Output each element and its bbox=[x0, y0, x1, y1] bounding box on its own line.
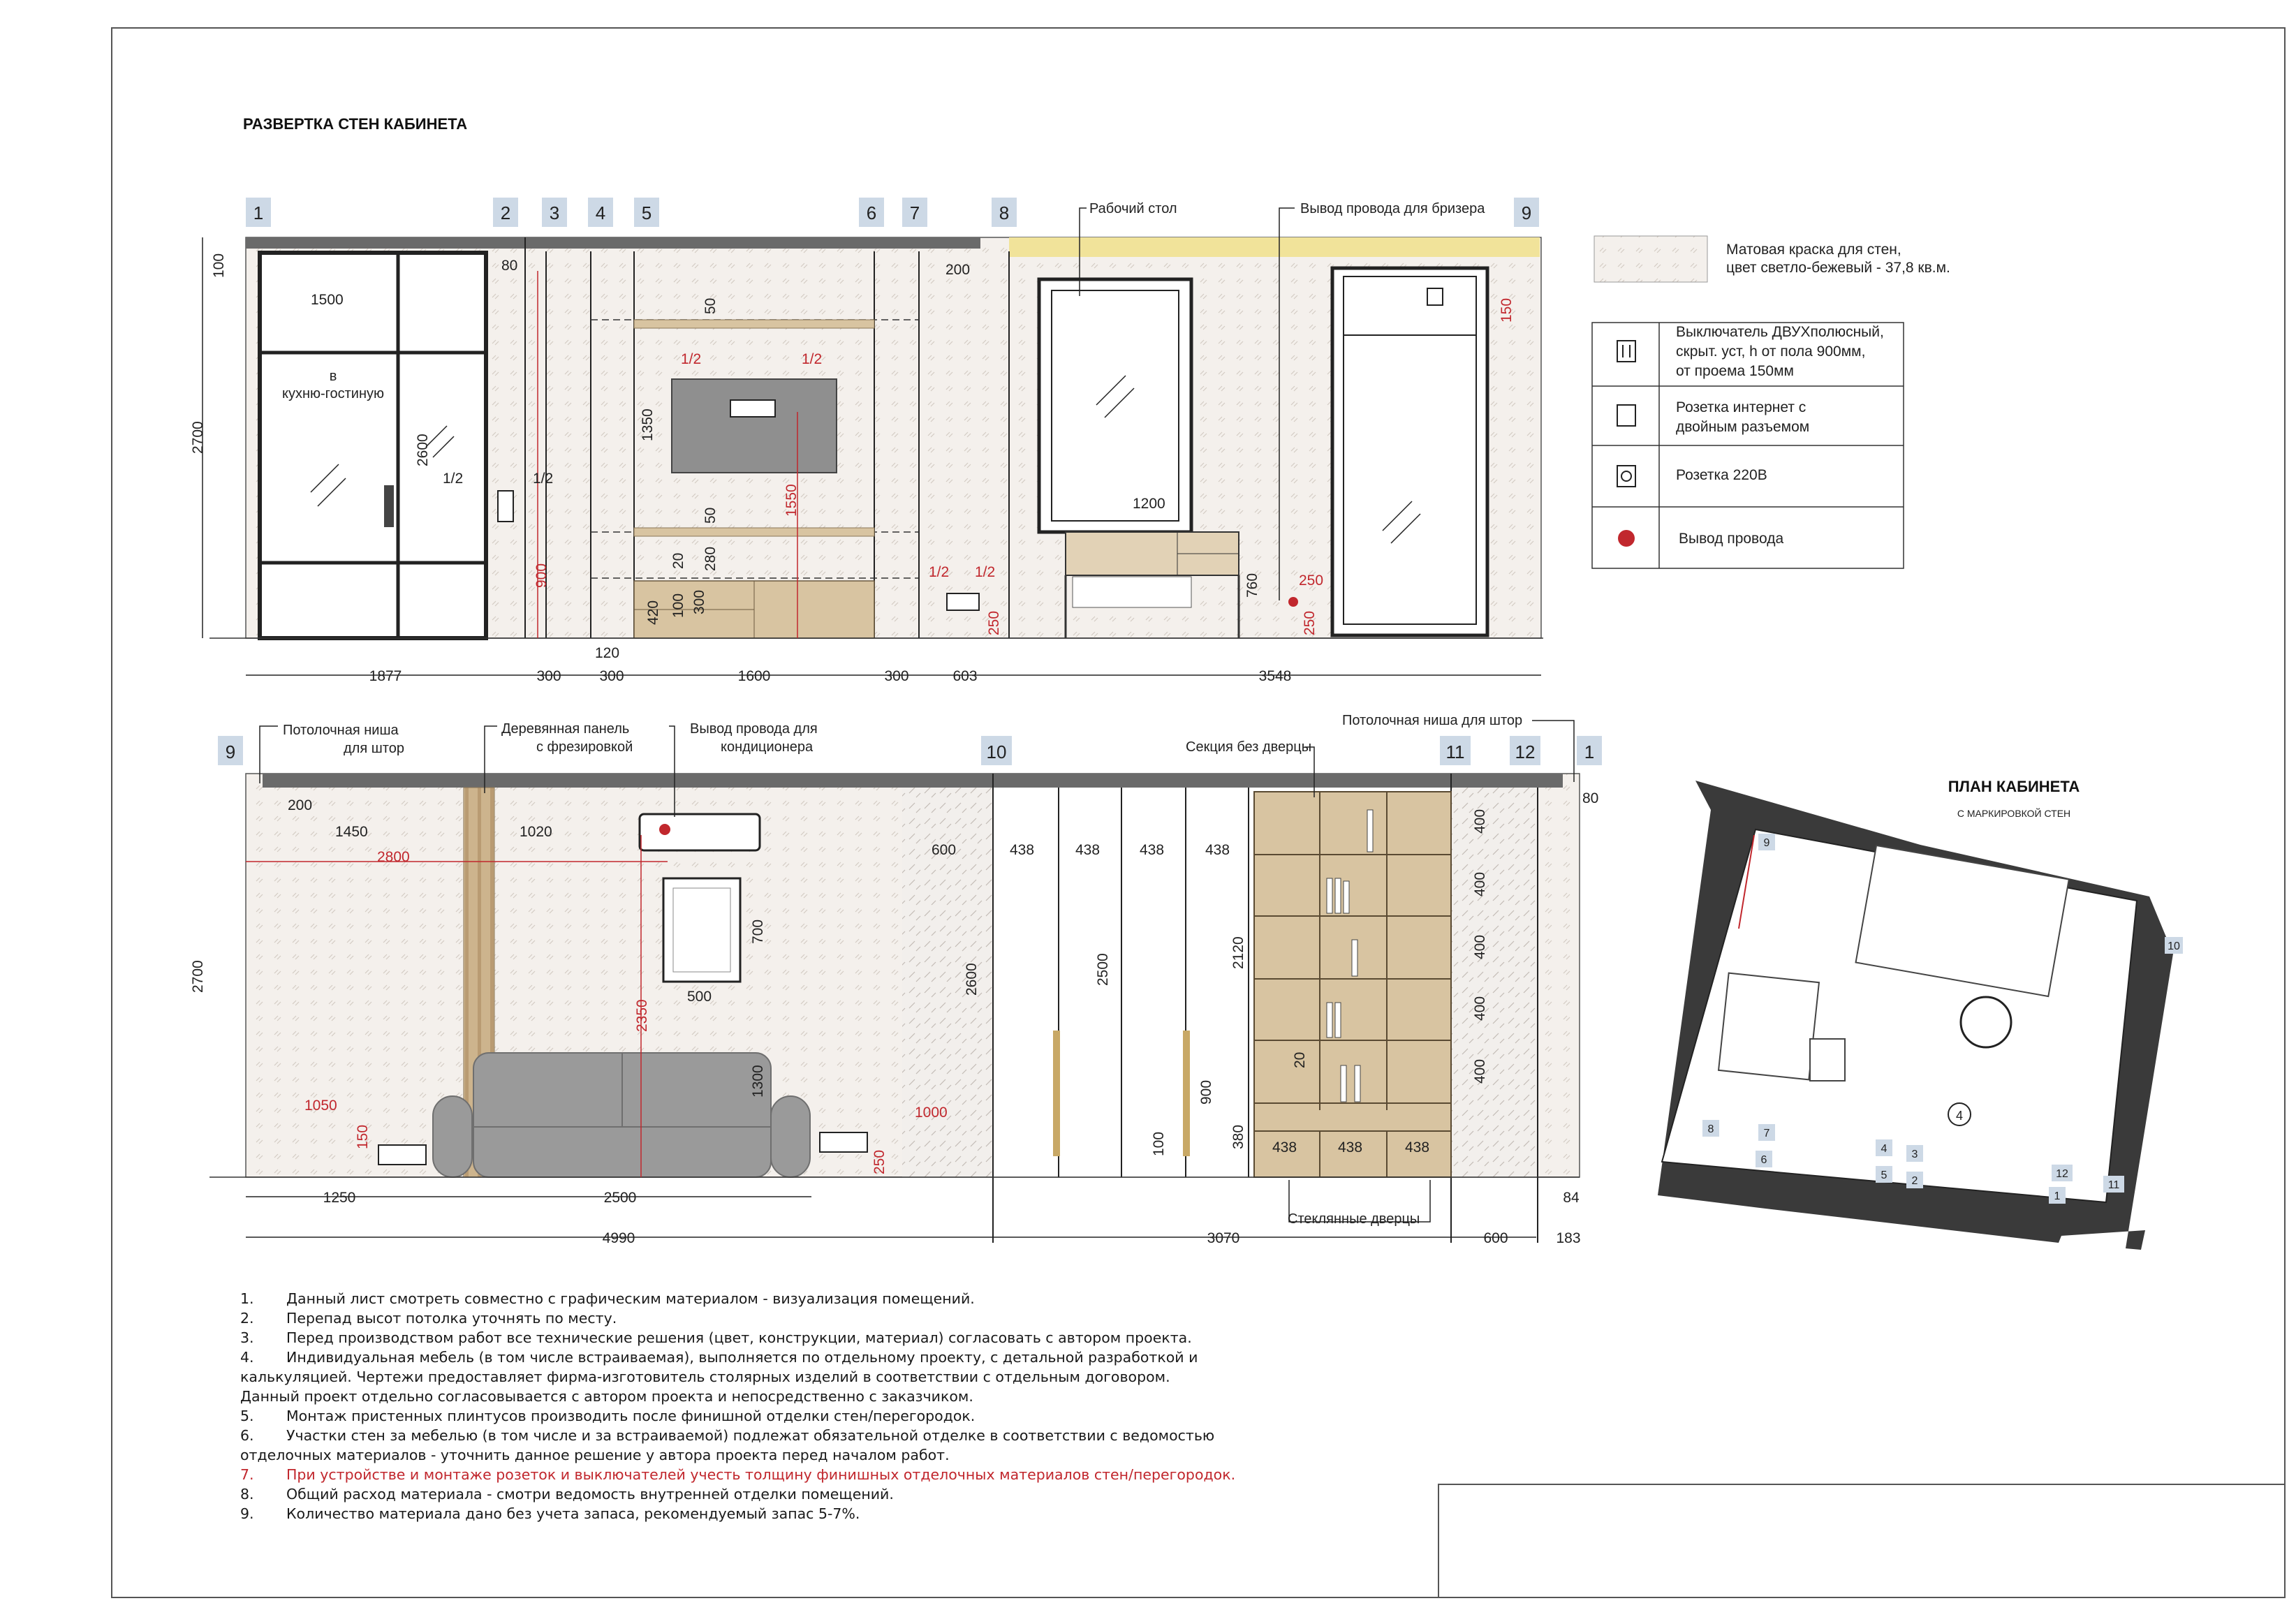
wire-outlet-dot-icon bbox=[1618, 530, 1635, 547]
svg-text:1500: 1500 bbox=[311, 292, 344, 308]
breezer-callout: Вывод провода для бризера bbox=[1300, 201, 1485, 216]
svg-text:438: 438 bbox=[1272, 1139, 1297, 1156]
svg-text:7: 7 bbox=[909, 202, 920, 223]
svg-text:400: 400 bbox=[1472, 934, 1488, 959]
svg-text:1000: 1000 bbox=[915, 1105, 948, 1121]
svg-text:8: 8 bbox=[1707, 1123, 1714, 1135]
svg-text:900: 900 bbox=[533, 563, 550, 588]
svg-text:2: 2 bbox=[1911, 1175, 1918, 1187]
svg-text:2: 2 bbox=[500, 202, 511, 223]
ac-callout-1: Вывод провода для bbox=[690, 721, 818, 737]
svg-text:1/2: 1/2 bbox=[929, 564, 950, 580]
svg-text:100: 100 bbox=[1151, 1131, 1167, 1156]
svg-text:3070: 3070 bbox=[1207, 1230, 1240, 1246]
tv-screen bbox=[672, 379, 837, 473]
svg-text:250: 250 bbox=[986, 610, 1002, 635]
svg-text:1/2: 1/2 bbox=[802, 351, 823, 367]
svg-text:438: 438 bbox=[1338, 1139, 1363, 1156]
svg-text:2350: 2350 bbox=[634, 999, 650, 1032]
note-item-highlighted: 7. При устройстве и монтаже розеток и выключателей учесть толщину финишных отделочных материалов стен/перегородок. bbox=[240, 1466, 1236, 1483]
bottom-elevation bbox=[190, 713, 1602, 1246]
svg-text:11: 11 bbox=[2107, 1179, 2120, 1191]
svg-text:4: 4 bbox=[1881, 1143, 1887, 1155]
svg-text:150: 150 bbox=[355, 1124, 371, 1149]
svg-text:84: 84 bbox=[1563, 1190, 1580, 1206]
svg-text:438: 438 bbox=[1205, 842, 1230, 858]
svg-text:420: 420 bbox=[645, 600, 661, 625]
niche-left-callout-1: Потолочная ниша bbox=[283, 723, 399, 738]
svg-text:скрыт. уст, h от пола 900мм,: скрыт. уст, h от пола 900мм, bbox=[1676, 344, 1866, 360]
svg-text:200: 200 bbox=[288, 797, 313, 813]
svg-text:4: 4 bbox=[1955, 1109, 1964, 1123]
svg-text:от проема 150мм: от проема 150мм bbox=[1676, 363, 1794, 379]
double-switch-icon bbox=[498, 491, 513, 522]
svg-text:2500: 2500 bbox=[1095, 953, 1111, 986]
internet-socket-icon bbox=[1617, 405, 1635, 426]
svg-text:438: 438 bbox=[1140, 842, 1165, 858]
sheet-title: РАЗВЕРТКА СТЕН КАБИНЕТА bbox=[243, 115, 468, 133]
svg-text:3: 3 bbox=[1911, 1149, 1918, 1160]
svg-text:50: 50 bbox=[702, 297, 719, 314]
svg-text:1/2: 1/2 bbox=[533, 471, 554, 487]
niche-left-callout-2: для штор bbox=[344, 741, 404, 756]
svg-text:500: 500 bbox=[687, 989, 712, 1005]
svg-text:1300: 1300 bbox=[750, 1065, 766, 1098]
svg-text:900: 900 bbox=[1198, 1079, 1214, 1105]
svg-text:50: 50 bbox=[702, 507, 719, 524]
svg-text:1/2: 1/2 bbox=[443, 471, 464, 487]
wire-outlet-dot-icon bbox=[1288, 597, 1298, 607]
svg-text:6: 6 bbox=[866, 202, 877, 223]
note-item: Данный проект отдельно согласовывается с автором проекта и непосредственно с заказчиком. bbox=[240, 1388, 973, 1405]
svg-text:двойным разъемом: двойным разъемом bbox=[1676, 419, 1810, 435]
svg-text:380: 380 bbox=[1230, 1124, 1246, 1149]
niche-right-callout: Потолочная ниша для штор bbox=[1342, 713, 1523, 728]
svg-text:600: 600 bbox=[1483, 1230, 1508, 1246]
air-conditioner bbox=[640, 814, 760, 850]
svg-text:300: 300 bbox=[884, 668, 909, 684]
svg-text:1: 1 bbox=[1584, 741, 1595, 762]
svg-text:4: 4 bbox=[595, 202, 606, 223]
svg-text:700: 700 bbox=[750, 919, 766, 944]
svg-text:438: 438 bbox=[1405, 1139, 1430, 1156]
glass-doors-callout: Стеклянные дверцы bbox=[1288, 1211, 1420, 1227]
window bbox=[1332, 268, 1487, 635]
svg-text:9: 9 bbox=[1763, 837, 1770, 849]
note-item: 1. Данный лист смотреть совместно с графическим материалом - визуализация помещений. bbox=[240, 1290, 975, 1307]
svg-text:6: 6 bbox=[1760, 1154, 1767, 1166]
svg-text:20: 20 bbox=[670, 552, 686, 569]
tv-socket-icon bbox=[730, 400, 775, 417]
svg-text:3: 3 bbox=[549, 202, 560, 223]
glass-door bbox=[260, 253, 486, 638]
svg-text:Матовая краска для стен,: Матовая краска для стен, bbox=[1726, 242, 1901, 258]
note-item: 3. Перед производством работ все технические решения (цвет, конструкции, материал) согласовать с автором проекта. bbox=[240, 1329, 1192, 1346]
svg-text:3548: 3548 bbox=[1258, 668, 1292, 684]
svg-text:300: 300 bbox=[599, 668, 624, 684]
svg-text:11: 11 bbox=[1445, 741, 1465, 762]
svg-text:2800: 2800 bbox=[377, 849, 410, 865]
note-item: 9. Количество материала дано без учета запаса, рекомендуемый запас 5-7%. bbox=[240, 1505, 860, 1522]
svg-text:8: 8 bbox=[999, 202, 1010, 223]
svg-text:100: 100 bbox=[211, 253, 227, 278]
svg-text:5: 5 bbox=[641, 202, 652, 223]
note-item: 8. Общий расход материала - смотри ведомость внутренней отделки помещений. bbox=[240, 1486, 894, 1503]
svg-text:1450: 1450 bbox=[335, 824, 368, 840]
svg-text:7: 7 bbox=[1763, 1128, 1770, 1139]
svg-text:20: 20 bbox=[1292, 1051, 1308, 1068]
svg-text:183: 183 bbox=[1556, 1230, 1581, 1246]
svg-text:2700: 2700 bbox=[190, 421, 206, 454]
svg-text:Вывод провода: Вывод провода bbox=[1679, 531, 1784, 547]
svg-text:1/2: 1/2 bbox=[975, 564, 996, 580]
svg-text:300: 300 bbox=[691, 589, 707, 614]
svg-text:120: 120 bbox=[595, 645, 620, 661]
svg-text:10: 10 bbox=[986, 741, 1007, 762]
wall-socket-icon bbox=[378, 1145, 426, 1165]
note-item: калькуляцией. Чертежи предоставляет фирма-изготовитель столярных изделий в соответствии с отдельным договором. bbox=[240, 1368, 1170, 1385]
note-item: 4. Индивидуальная мебель (в том числе встраиваемая), выполняется по отдельному проекту, с детальной разработкой и bbox=[240, 1349, 1198, 1366]
svg-text:1200: 1200 bbox=[1133, 496, 1165, 512]
svg-text:1350: 1350 bbox=[640, 408, 656, 441]
wall-socket-icon bbox=[947, 593, 979, 610]
svg-text:200: 200 bbox=[945, 262, 971, 278]
door-label-line2: кухню-гостиную bbox=[281, 386, 385, 401]
wire-outlet-dot-icon bbox=[659, 824, 670, 835]
svg-text:цвет светло-бежевый - 37,8 кв.: цвет светло-бежевый - 37,8 кв.м. bbox=[1726, 260, 1950, 276]
ac-callout-2: кондиционера bbox=[721, 739, 814, 755]
svg-text:1250: 1250 bbox=[323, 1190, 356, 1206]
svg-text:438: 438 bbox=[1075, 842, 1101, 858]
svg-text:2600: 2600 bbox=[964, 963, 980, 996]
svg-text:10: 10 bbox=[2168, 940, 2180, 952]
svg-text:9: 9 bbox=[225, 741, 236, 762]
svg-text:603: 603 bbox=[952, 668, 978, 684]
svg-text:1550: 1550 bbox=[783, 484, 800, 517]
svg-text:400: 400 bbox=[1472, 996, 1488, 1021]
svg-text:9: 9 bbox=[1521, 202, 1532, 223]
svg-text:250: 250 bbox=[1299, 573, 1324, 589]
svg-text:12: 12 bbox=[1515, 741, 1536, 762]
svg-text:1020: 1020 bbox=[520, 824, 552, 840]
note-item: отделочных материалов - уточнить данное решение у автора проекта перед началом работ. bbox=[240, 1447, 950, 1463]
svg-text:2600: 2600 bbox=[415, 434, 431, 466]
note-item: 2. Перепад высот потолка уточнять по месту. bbox=[240, 1310, 617, 1327]
panel-callout-1: Деревянная панель bbox=[501, 721, 630, 737]
open-section-callout: Секция без дверцы bbox=[1186, 739, 1312, 755]
svg-text:С МАРКИРОВКОЙ СТЕН: С МАРКИРОВКОЙ СТЕН bbox=[1957, 808, 2071, 819]
svg-text:4990: 4990 bbox=[602, 1230, 635, 1246]
svg-text:Розетка интернет с: Розетка интернет с bbox=[1676, 399, 1806, 415]
svg-text:760: 760 bbox=[1244, 573, 1260, 598]
svg-text:150: 150 bbox=[1499, 297, 1515, 323]
double-switch-icon bbox=[1617, 341, 1635, 362]
breezer-socket-icon bbox=[1427, 288, 1443, 305]
door-label-line1: в bbox=[329, 369, 337, 384]
panel-callout-2: с фрезировкой bbox=[536, 739, 633, 755]
svg-text:2120: 2120 bbox=[1230, 936, 1246, 969]
svg-text:1/2: 1/2 bbox=[681, 351, 702, 367]
svg-text:1600: 1600 bbox=[737, 668, 771, 684]
note-item: 6. Участки стен за мебелью (в том числе и за встраиваемой) подлежат обязательной отделке в соответствии с ведомостью bbox=[240, 1427, 1215, 1444]
svg-text:Выключатель ДВУХполюсный,: Выключатель ДВУХполюсный, bbox=[1676, 324, 1884, 340]
svg-text:400: 400 bbox=[1472, 871, 1488, 896]
svg-text:600: 600 bbox=[932, 842, 957, 858]
notes-list bbox=[240, 1289, 1427, 1523]
svg-text:1: 1 bbox=[253, 202, 264, 223]
svg-text:80: 80 bbox=[501, 258, 518, 274]
svg-text:80: 80 bbox=[1582, 790, 1599, 806]
power-socket-icon bbox=[1617, 466, 1635, 487]
svg-text:300: 300 bbox=[536, 668, 561, 684]
svg-text:250: 250 bbox=[1302, 610, 1318, 635]
bookcase bbox=[1254, 792, 1451, 1177]
svg-text:400: 400 bbox=[1472, 809, 1488, 834]
desk-callout: Рабочий стол bbox=[1089, 201, 1177, 216]
svg-text:1: 1 bbox=[2054, 1190, 2061, 1202]
svg-text:Розетка 220В: Розетка 220В bbox=[1676, 467, 1767, 483]
svg-text:400: 400 bbox=[1472, 1058, 1488, 1084]
svg-text:2700: 2700 bbox=[190, 960, 206, 993]
svg-text:100: 100 bbox=[670, 593, 686, 618]
svg-text:1877: 1877 bbox=[369, 668, 402, 684]
note-item: 5. Монтаж пристенных плинтусов производить после финишной отделки стен/перегородок. bbox=[240, 1408, 976, 1424]
svg-text:12: 12 bbox=[2056, 1168, 2068, 1180]
svg-text:438: 438 bbox=[1010, 842, 1035, 858]
wall-socket-icon bbox=[820, 1132, 867, 1152]
svg-text:1050: 1050 bbox=[304, 1098, 337, 1114]
svg-text:280: 280 bbox=[702, 546, 719, 571]
svg-text:5: 5 bbox=[1881, 1169, 1887, 1181]
svg-text:2500: 2500 bbox=[603, 1190, 637, 1206]
svg-text:ПЛАН КАБИНЕТА: ПЛАН КАБИНЕТА bbox=[1948, 778, 2080, 795]
svg-text:250: 250 bbox=[871, 1149, 888, 1174]
top-elevation bbox=[190, 198, 1543, 684]
